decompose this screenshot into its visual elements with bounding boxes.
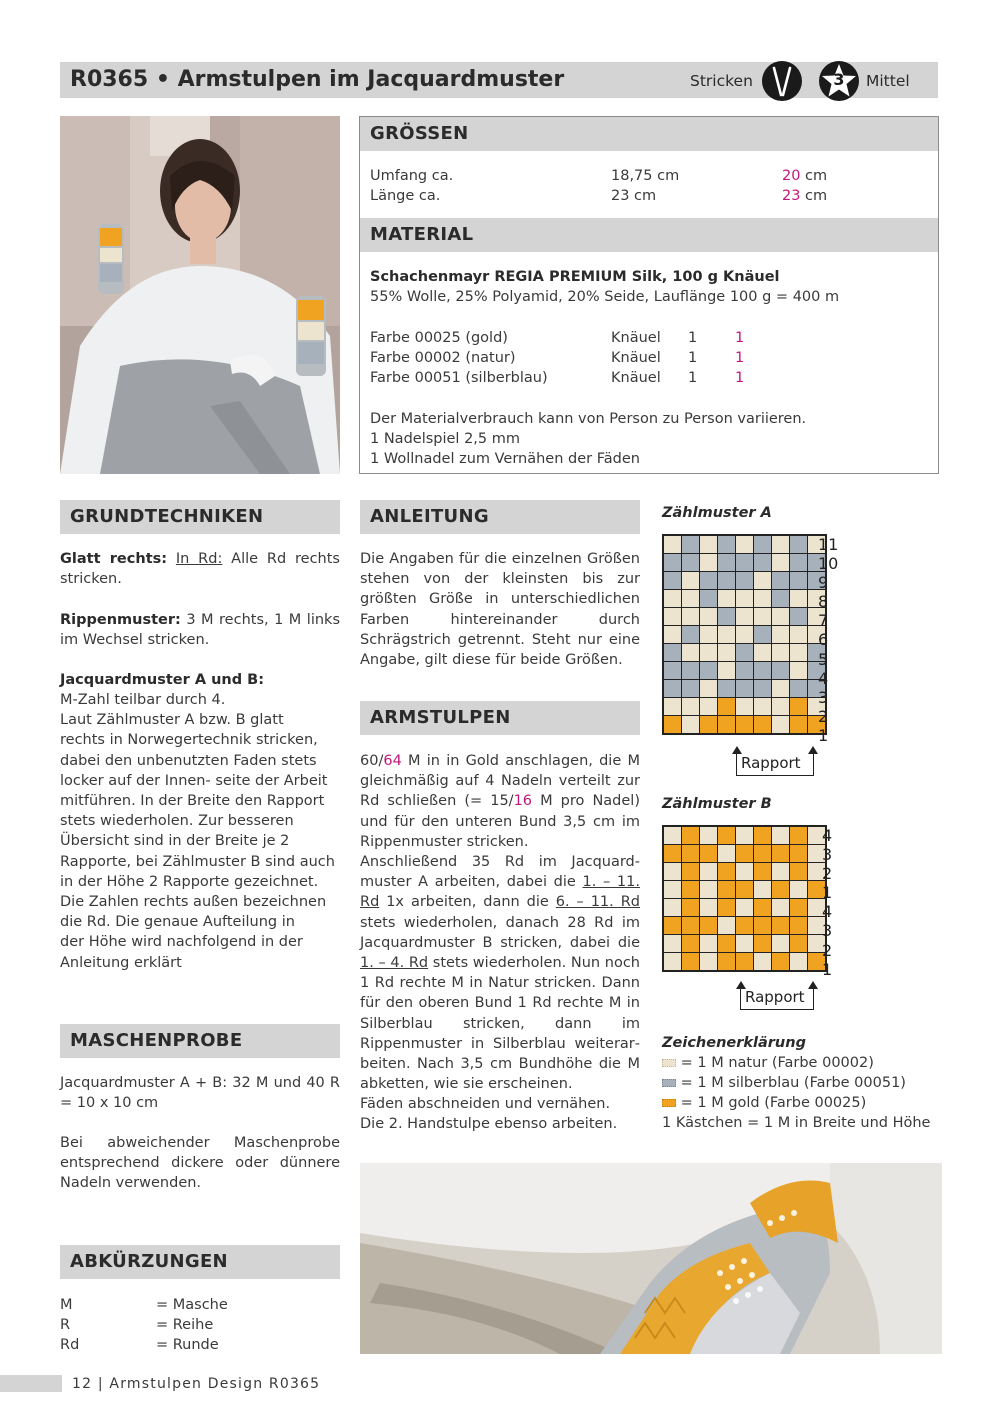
stitch-cell-silberblau: [754, 680, 771, 697]
jacquard-line: in der Höhe 2 Rapporte gezeichnet.: [60, 873, 319, 890]
armstulpen-paragraph-4: Die 2. Handstulpe ebenso arbeiten.: [360, 1116, 618, 1132]
armwarmer-detail-photo: [360, 1163, 942, 1354]
stitch-cell-gold: [736, 881, 753, 898]
jacquard-line: rechts in Norwegertechnik stricken,: [60, 732, 318, 749]
stitch-cell-natur: [700, 827, 717, 844]
stitch-cell-natur: [700, 899, 717, 916]
stitch-cell-natur: [754, 644, 771, 661]
legend-row-gold: [662, 1093, 866, 1113]
stitch-cell-natur: [736, 935, 753, 952]
row-number: 2: [822, 864, 833, 884]
stitch-cell-silberblau: [736, 554, 753, 571]
stitch-cell-silberblau: [790, 554, 807, 571]
maschenprobe-text: Jacquardmuster A + B: 32 M und 40 R = 10 x 10 cm: [60, 1075, 340, 1112]
legend-note: 1 Kästchen = 1 M in Breite und Höhe: [662, 1115, 931, 1131]
color-row-natur: [370, 348, 930, 368]
chart-a-rapport: Rapport: [736, 752, 814, 776]
material-note: Der Materialverbrauch kann von Person zu Person variieren.: [370, 411, 807, 427]
stitch-cell-gold: [754, 935, 771, 952]
color-row-silberblau: [370, 368, 930, 388]
stitch-cell-silberblau: [790, 572, 807, 589]
chart-b-rapport: Rapport: [740, 986, 814, 1010]
row-number: 4: [818, 668, 829, 688]
stitch-cell-natur: [718, 626, 735, 643]
stitch-cell-silberblau: [754, 536, 771, 553]
stitch-cell-silberblau: [736, 644, 753, 661]
stitch-cell-gold: [754, 863, 771, 880]
jacquard-line: die Rd. Die genaue Aufteilung in: [60, 914, 295, 931]
abbreviation-def: = Masche: [156, 1297, 228, 1313]
stitch-cell-natur: [772, 899, 789, 916]
stitch-cell-natur: [772, 698, 789, 715]
size-large: [782, 166, 827, 186]
anleitung-heading: ANLEITUNG: [360, 500, 640, 534]
stitch-cell-natur: [718, 644, 735, 661]
stitch-cell-natur: [790, 662, 807, 679]
color-qty-small: 1: [688, 370, 698, 386]
stitch-cell-natur: [664, 935, 681, 952]
stitch-cell-gold: [700, 716, 717, 733]
stitch-cell-gold: [790, 899, 807, 916]
jacquard-line: locker auf der Innen- seite der Arbeit: [60, 772, 328, 789]
needles-icon-svg: [762, 61, 802, 101]
stitch-cell-gold: [718, 863, 735, 880]
abbreviation-def: = Reihe: [156, 1317, 214, 1333]
stitch-cell-gold: [754, 917, 771, 934]
stitch-cell-natur: [700, 953, 717, 970]
groessen-heading: GRÖSSEN: [360, 117, 938, 151]
abbreviation-row: [60, 1315, 340, 1335]
stitch-cell-gold: [682, 917, 699, 934]
jacquard-line: mitführen. In der Breite den Rapport: [60, 793, 325, 810]
material-heading: MATERIAL: [360, 218, 938, 252]
stitch-cell-silberblau: [682, 536, 699, 553]
stitch-cell-natur: [700, 935, 717, 952]
color-name: Farbe 00025 (gold): [370, 330, 508, 346]
abkuerzungen-heading: ABKÜRZUNGEN: [60, 1245, 340, 1279]
size-large-unit: cm: [800, 188, 828, 204]
stitch-cell-silberblau: [736, 680, 753, 697]
stitch-cell-silberblau: [772, 572, 789, 589]
abbreviation: Rd: [60, 1337, 80, 1353]
armstulpen-heading: ARMSTULPEN: [360, 701, 640, 735]
size-large: [782, 186, 827, 206]
color-qty-large: 1: [735, 330, 745, 346]
stitch-cell-natur: [754, 698, 771, 715]
size-large-value: 64: [383, 753, 402, 769]
text-run: M pro Nadel) und für den unteren Bund 3,5 cm im Rippenmuster stricken.: [360, 793, 640, 850]
color-unit: Knäuel: [611, 350, 661, 366]
stitch-cell-natur: [664, 590, 681, 607]
stitch-cell-natur: [664, 899, 681, 916]
jacquard-line: M-Zahl teilbar durch 4.: [60, 692, 226, 708]
stitch-cell-silberblau: [790, 536, 807, 553]
stitch-cell-gold: [718, 881, 735, 898]
chart-a-row-numbers: [818, 535, 838, 745]
legend-row-silberblau: [662, 1073, 906, 1093]
stitch-cell-natur: [772, 827, 789, 844]
stitch-cell-silberblau: [664, 662, 681, 679]
stitch-cell-gold: [772, 953, 789, 970]
footer-text: 12 | Armstulpen Design R0365: [72, 1376, 321, 1392]
size-label: Umfang ca.: [370, 168, 454, 184]
stitch-cell-natur: [700, 698, 717, 715]
color-qty-small: 1: [688, 330, 698, 346]
stitch-cell-natur: [790, 590, 807, 607]
stitch-cell-natur: [790, 881, 807, 898]
chart-b-title: Zählmuster B: [662, 796, 772, 812]
color-qty-small: 1: [688, 350, 698, 366]
stitch-cell-gold: [772, 917, 789, 934]
row-range: 1. – 11. Rd: [360, 874, 640, 911]
stitch-cell-silberblau: [664, 554, 681, 571]
stitch-cell-silberblau: [754, 662, 771, 679]
jacquard-line: Laut Zählmuster A bzw. B glatt: [60, 712, 284, 729]
jacquard-line: Rapporte, bei Zählmuster B sind auch: [60, 853, 335, 870]
stitch-cell-silberblau: [664, 572, 681, 589]
yarn-title: Schachenmayr REGIA PREMIUM Silk, 100 g Knäuel: [370, 269, 780, 285]
stitch-cell-silberblau: [754, 626, 771, 643]
legend-swatch-gold: [662, 1099, 676, 1107]
stitch-cell-natur: [700, 863, 717, 880]
stitch-cell-natur: [664, 626, 681, 643]
stitch-cell-gold: [790, 917, 807, 934]
text-run: 1x arbeiten, dann die: [379, 894, 556, 911]
stitch-cell-gold: [790, 698, 807, 715]
stitch-cell-gold: [736, 845, 753, 862]
stitch-cell-gold: [772, 845, 789, 862]
row-number: 10: [818, 554, 839, 574]
stitch-cell-natur: [664, 881, 681, 898]
legend-row-natur: [662, 1053, 874, 1073]
stitch-cell-gold: [736, 953, 753, 970]
abbreviation: M: [60, 1297, 73, 1313]
stitch-cell-natur: [664, 863, 681, 880]
rippenmuster-text: [60, 610, 340, 650]
stitch-cell-natur: [736, 590, 753, 607]
stitch-cell-gold: [790, 935, 807, 952]
stitch-cell-natur: [772, 626, 789, 643]
stitch-cell-silberblau: [772, 590, 789, 607]
stitch-cell-gold: [718, 953, 735, 970]
row-number: 5: [818, 649, 829, 669]
stitch-cell-gold: [754, 827, 771, 844]
jacquard-line: Die Zahlen rechts außen bezeichnen: [60, 894, 327, 911]
stitch-cell-natur: [772, 536, 789, 553]
stitch-cell-silberblau: [718, 536, 735, 553]
stitch-cell-silberblau: [682, 680, 699, 697]
row-number: 4: [822, 902, 833, 922]
legend-heading: Zeichenerklärung: [662, 1035, 806, 1051]
stitch-cell-natur: [718, 590, 735, 607]
stitch-cell-natur: [682, 716, 699, 733]
size-large-unit: cm: [800, 168, 828, 184]
stitch-cell-silberblau: [718, 572, 735, 589]
text-run: stets wiederholen, danach 28 Rd im Jacquardmuster B stricken, dabei die: [360, 914, 640, 951]
stitch-cell-natur: [736, 698, 753, 715]
text-run: M in in Gold anschlagen, die M gleichmäßig auf 4 Nadeln verteilt zur Rd schließen (= 15/: [360, 753, 640, 810]
stitch-cell-gold: [736, 716, 753, 733]
stitch-cell-natur: [772, 608, 789, 625]
size-small: 23 cm: [611, 188, 657, 204]
stitch-cell-silberblau: [664, 680, 681, 697]
row-number: 4: [822, 826, 833, 845]
stitch-cell-gold: [718, 698, 735, 715]
technique-label: Stricken: [690, 72, 753, 90]
chart-a-title: Zählmuster A: [662, 505, 772, 521]
page-title: [70, 64, 564, 96]
pattern-code: R0365: [70, 67, 149, 92]
grundtechniken-heading: GRUNDTECHNIKEN: [60, 500, 340, 534]
stitch-cell-natur: [718, 662, 735, 679]
size-small: 18,75 cm: [611, 168, 680, 184]
stitch-cell-silberblau: [700, 572, 717, 589]
text-run: stets wiederholen. Nun noch 1 Rd rechte M in Natur stricken. Dann für den oberen Bund 1 Rd rechte M in Silberblau stricken, dann im Rippenmuster in Silberblau weiterarbeiten. Nach 3,5 cm Bundhöhe die M abketten, wie sie erscheinen.: [360, 955, 640, 1093]
stitch-cell-silberblau: [790, 680, 807, 697]
stitch-cell-silberblau: [682, 662, 699, 679]
stitch-cell-natur: [772, 680, 789, 697]
yarn-description: 55% Wolle, 25% Polyamid, 20% Seide, Lauflänge 100 g = 400 m: [370, 289, 840, 305]
row-number: 8: [818, 592, 829, 612]
stitch-cell-gold: [700, 845, 717, 862]
stitch-cell-natur: [682, 608, 699, 625]
color-qty-large: 1: [735, 370, 745, 386]
row-number: 1: [822, 959, 833, 979]
stitch-cell-natur: [700, 626, 717, 643]
stitch-cell-natur: [736, 608, 753, 625]
stitch-cell-gold: [790, 845, 807, 862]
stitch-cell-silberblau: [718, 608, 735, 625]
color-unit: Knäuel: [611, 370, 661, 386]
stitch-cell-silberblau: [664, 644, 681, 661]
stitch-cell-silberblau: [700, 662, 717, 679]
size-large-value: 20: [782, 168, 801, 184]
stitch-cell-natur: [700, 680, 717, 697]
knitting-needles-icon: [762, 61, 802, 101]
text-run: Anschließend 35 Rd im Jacquardmuster A arbeiten, dabei die: [360, 854, 640, 891]
stitch-cell-gold: [682, 845, 699, 862]
stitch-cell-silberblau: [772, 662, 789, 679]
jacquard-line: Übersicht sind in der Breite je 2: [60, 833, 290, 850]
stitch-cell-natur: [736, 827, 753, 844]
stitch-cell-gold: [718, 716, 735, 733]
stitch-cell-gold: [718, 935, 735, 952]
stitch-cell-natur: [772, 716, 789, 733]
abbreviation-def: = Runde: [156, 1337, 219, 1353]
size-label: Länge ca.: [370, 188, 441, 204]
stitch-cell-silberblau: [682, 626, 699, 643]
stitch-cell-natur: [790, 953, 807, 970]
row-number: 1: [818, 725, 829, 745]
stitch-cell-natur: [700, 644, 717, 661]
pattern-title: Armstulpen im Jacquardmuster: [177, 67, 565, 92]
stitch-cell-natur: [754, 590, 771, 607]
stitch-cell-natur: [700, 608, 717, 625]
chart-b-grid: [662, 825, 827, 972]
stitch-cell-natur: [664, 608, 681, 625]
stitch-cell-natur: [664, 827, 681, 844]
stitch-cell-natur: [772, 935, 789, 952]
row-number: 7: [818, 611, 829, 631]
stitch-cell-gold: [682, 863, 699, 880]
size-large-value: 16: [513, 793, 533, 810]
row-number: 1: [822, 883, 833, 903]
armstulpen-paragraph-3: Fäden abschneiden und vernähen.: [360, 1096, 611, 1112]
stitch-cell-gold: [754, 845, 771, 862]
stitch-cell-gold: [736, 917, 753, 934]
stitch-cell-natur: [664, 953, 681, 970]
row-number: 6: [818, 630, 829, 650]
row-number: 3: [822, 845, 833, 865]
color-name: Farbe 00002 (natur): [370, 350, 516, 366]
stitch-cell-natur: [736, 863, 753, 880]
stitch-cell-natur: [682, 590, 699, 607]
chart-a-grid: [662, 534, 827, 735]
jacquard-line: stets wiederholen. Zur besseren: [60, 813, 294, 830]
stitch-cell-gold: [790, 863, 807, 880]
armstulpen-paragraph-1: [360, 751, 640, 852]
stitch-cell-silberblau: [790, 608, 807, 625]
stitch-cell-natur: [754, 608, 771, 625]
footer-bar: [0, 1375, 62, 1392]
stitch-cell-silberblau: [736, 662, 753, 679]
legend-swatch-silberblau: [662, 1079, 676, 1087]
stitch-cell-gold: [700, 917, 717, 934]
stitch-cell-natur: [736, 626, 753, 643]
rippen-label: Rippenmuster:: [60, 612, 181, 628]
stitch-cell-natur: [700, 536, 717, 553]
stitch-cell-silberblau: [736, 572, 753, 589]
stitch-cell-natur: [700, 554, 717, 571]
glatt-underline: In Rd:: [175, 551, 223, 567]
color-name: Farbe 00051 (silberblau): [370, 370, 548, 386]
row-number: 2: [818, 706, 829, 726]
row-range: 6. – 11. Rd: [555, 894, 640, 911]
stitch-cell-silberblau: [754, 554, 771, 571]
color-row-gold: [370, 328, 930, 348]
chart-b-row-numbers: [822, 826, 832, 979]
legend-text: = 1 M gold (Farbe 00025): [680, 1095, 867, 1111]
abbreviation-row: [60, 1295, 340, 1315]
abbreviation-row: [60, 1335, 340, 1355]
stitch-cell-gold: [754, 716, 771, 733]
legend-swatch-natur: [662, 1059, 676, 1067]
row-number: 2: [822, 940, 833, 960]
stitch-cell-silberblau: [700, 590, 717, 607]
stitch-cell-natur: [682, 698, 699, 715]
stitch-cell-natur: [772, 554, 789, 571]
color-unit: Knäuel: [611, 330, 661, 346]
stitch-cell-gold: [682, 881, 699, 898]
needle-note: 1 Nadelspiel 2,5 mm: [370, 431, 520, 447]
row-number: 3: [822, 921, 833, 941]
stitch-cell-natur: [736, 899, 753, 916]
stitch-cell-natur: [682, 572, 699, 589]
jacquard-line: dabei den unbenutzten Faden stets: [60, 752, 317, 769]
stitch-cell-natur: [682, 644, 699, 661]
stitch-cell-gold: [682, 899, 699, 916]
row-number: 11: [818, 535, 839, 554]
stitch-cell-natur: [790, 644, 807, 661]
size-large-value: 23: [782, 188, 801, 204]
legend-text: = 1 M silberblau (Farbe 00051): [680, 1075, 906, 1091]
text-run: 60/: [360, 753, 384, 769]
maschenprobe-heading: MASCHENPROBE: [60, 1024, 340, 1058]
difficulty-star-icon: [817, 59, 861, 103]
rippen-body: 3 M rechts, 1 M links im Wechsel stricken.: [60, 612, 340, 649]
jacquard-text: [60, 690, 345, 973]
maschenprobe-note: Bei abweichender Maschenprobe entsprechend dickere oder dünnere Nadeln verwenden.: [60, 1135, 340, 1192]
wool-needle-note: 1 Wollnadel zum Vernähen der Fäden: [370, 451, 640, 467]
difficulty-number: 3: [833, 70, 845, 89]
stitch-cell-gold: [754, 899, 771, 916]
stitch-cell-gold: [664, 716, 681, 733]
stitch-cell-natur: [754, 572, 771, 589]
glatt-body: Alle Rd rechts stricken.: [60, 551, 340, 588]
stitch-cell-gold: [664, 917, 681, 934]
difficulty-label: Mittel: [866, 72, 910, 90]
legend-text: = 1 M natur (Farbe 00002): [680, 1055, 874, 1071]
stitch-cell-silberblau: [682, 554, 699, 571]
row-number: 9: [818, 573, 829, 593]
stitch-cell-gold: [790, 716, 807, 733]
stitch-cell-gold: [718, 827, 735, 844]
stitch-cell-natur: [664, 698, 681, 715]
row-number: 3: [818, 687, 829, 707]
stitch-cell-gold: [682, 953, 699, 970]
jacquard-label: Jacquardmuster A und B:: [60, 672, 265, 688]
stitch-cell-natur: [772, 863, 789, 880]
jacquard-line: der Höhe wird nachfolgend in der: [60, 934, 303, 951]
model-photo: [60, 116, 340, 474]
stitch-cell-natur: [772, 644, 789, 661]
armstulpen-paragraph-2: [360, 852, 640, 1094]
stitch-cell-natur: [790, 626, 807, 643]
jacquard-line: Anleitung erklärt: [60, 954, 182, 971]
anleitung-text: Die Angaben für die einzelnen Größen stehen von der kleinsten bis zur größten Größe in unterschiedlichen Farben hintereinander durch Schrägstrich getrennt. Steht nur eine Angabe, gilt diese für beide Größen.: [360, 551, 640, 669]
row-range: 1. – 4. Rd: [360, 955, 429, 972]
glatt-label: Glatt rechts:: [60, 551, 168, 567]
stitch-cell-gold: [790, 827, 807, 844]
stitch-cell-natur: [736, 536, 753, 553]
color-qty-large: 1: [735, 350, 745, 366]
stitch-cell-natur: [664, 536, 681, 553]
glatt-rechts-text: [60, 549, 340, 589]
stitch-cell-gold: [772, 881, 789, 898]
stitch-cell-natur: [754, 953, 771, 970]
stitch-cell-gold: [682, 827, 699, 844]
stitch-cell-natur: [700, 881, 717, 898]
abbreviation: R: [60, 1317, 71, 1333]
stitch-cell-gold: [682, 935, 699, 952]
stitch-cell-gold: [718, 899, 735, 916]
stitch-cell-natur: [718, 917, 735, 934]
stitch-cell-natur: [718, 845, 735, 862]
stitch-cell-natur: [754, 881, 771, 898]
stitch-cell-silberblau: [718, 554, 735, 571]
stitch-cell-silberblau: [718, 680, 735, 697]
stitch-cell-gold: [664, 845, 681, 862]
title-bullet: •: [155, 67, 170, 92]
